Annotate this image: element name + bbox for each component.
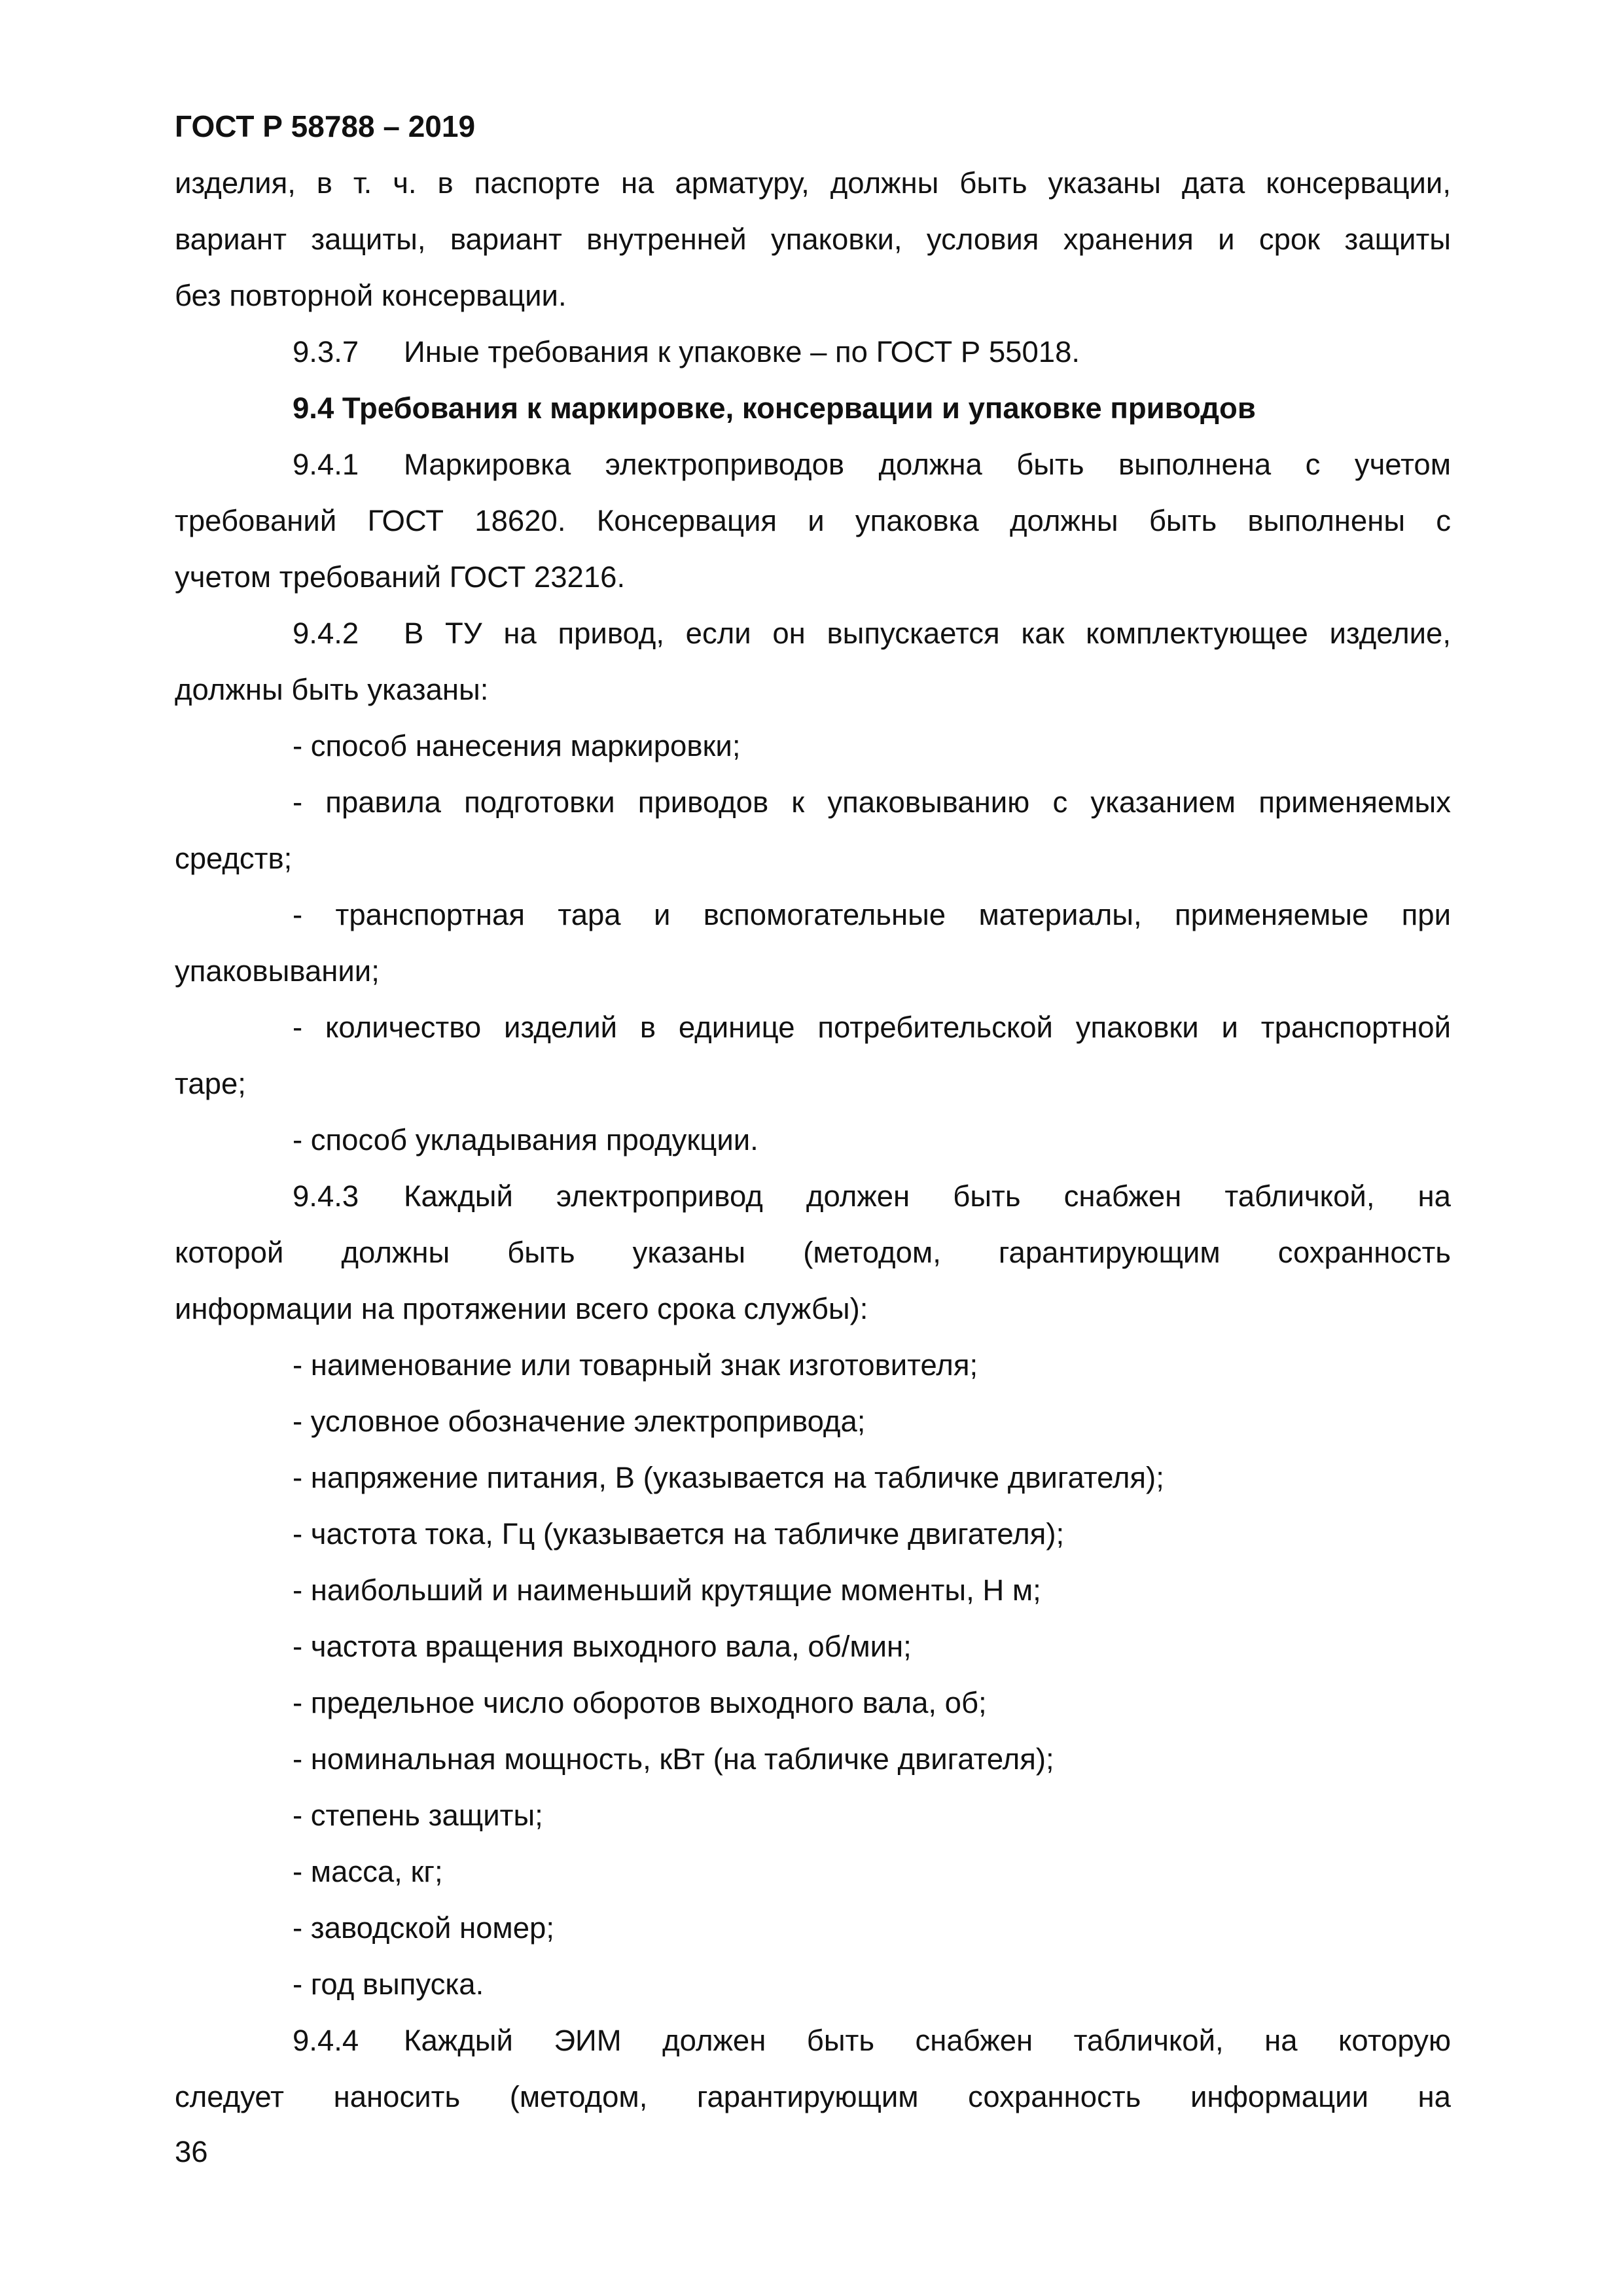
clause-number: 9.3.7 bbox=[293, 335, 359, 368]
clause-9-3-7 bbox=[293, 332, 1080, 372]
list-item: - количество изделий в единице потребительской упаковки и транспортной bbox=[293, 1011, 1451, 1044]
intro-line-3: без повторной консервации. bbox=[175, 279, 567, 312]
list-item: - условное обозначение электропривода; bbox=[293, 1405, 866, 1438]
list-item-continuation: упаковывании; bbox=[175, 954, 380, 988]
clause-text: Каждый электропривод должен быть снабжен табличкой, на bbox=[404, 1179, 1451, 1213]
clause-9-4-1-line-3: учетом требований ГОСТ 23216. bbox=[175, 560, 626, 594]
clause-9-4-1-line-2: требований ГОСТ 18620. Консервация и упаковка должны быть выполнены с bbox=[175, 504, 1451, 537]
clause-9-4-2-line-2: должны быть указаны: bbox=[175, 673, 489, 706]
list-item-continuation: средств; bbox=[175, 842, 293, 875]
list-item: - способ укладывания продукции. bbox=[293, 1123, 758, 1157]
clause-9-4-1 bbox=[293, 445, 1451, 484]
list-item: - степень защиты; bbox=[293, 1799, 543, 1832]
list-item: - напряжение питания, В (указывается на табличке двигателя); bbox=[293, 1461, 1164, 1494]
list-item: - наибольший и наименьший крутящие моменты, Н м; bbox=[293, 1573, 1041, 1607]
clause-9-4-4-line-2: следует наносить (методом, гарантирующим сохранность информации на bbox=[175, 2080, 1451, 2113]
list-item: - масса, кг; bbox=[293, 1855, 443, 1888]
clause-9-4-3-line-2: которой должны быть указаны (методом, гарантирующим сохранность bbox=[175, 1236, 1451, 1269]
clause-9-4-2 bbox=[293, 614, 1451, 653]
clause-text: Каждый ЭИМ должен быть снабжен табличкой, на которую bbox=[404, 2024, 1451, 2057]
list-item: - заводской номер; bbox=[293, 1911, 554, 1945]
clause-9-4-3-line-3: информации на протяжении всего срока службы): bbox=[175, 1292, 868, 1325]
list-item: - транспортная тара и вспомогательные материалы, применяемые при bbox=[293, 898, 1451, 931]
document-header: ГОСТ Р 58788 – 2019 bbox=[175, 109, 476, 143]
clause-text: В ТУ на привод, если он выпускается как комплектующее изделие, bbox=[404, 617, 1451, 650]
list-item: - частота тока, Гц (указывается на табличке двигателя); bbox=[293, 1517, 1065, 1551]
clause-text: Маркировка электроприводов должна быть выполнена с учетом bbox=[404, 448, 1451, 481]
list-item: - год выпуска. bbox=[293, 1967, 484, 2001]
clause-number: 9.4.3 bbox=[293, 1179, 359, 1213]
list-item: - предельное число оборотов выходного вала, об; bbox=[293, 1686, 987, 1719]
intro-line-2: вариант защиты, вариант внутренней упаковки, условия хранения и срок защиты bbox=[175, 223, 1451, 256]
intro-line-1: изделия, в т. ч. в паспорте на арматуру, должны быть указаны дата консервации, bbox=[175, 166, 1451, 200]
list-item: - наименование или товарный знак изготовителя; bbox=[293, 1348, 978, 1382]
list-item: - частота вращения выходного вала, об/мин; bbox=[293, 1630, 912, 1663]
list-item: - способ нанесения маркировки; bbox=[293, 729, 741, 762]
clause-number: 9.4.4 bbox=[293, 2024, 359, 2057]
list-item-continuation: таре; bbox=[175, 1067, 246, 1100]
clause-9-4-4 bbox=[293, 2021, 1451, 2060]
clause-text: Иные требования к упаковке – по ГОСТ Р 55018. bbox=[404, 335, 1080, 368]
page-number: 36 bbox=[175, 2135, 208, 2168]
list-item: - правила подготовки приводов к упаковыванию с указанием применяемых bbox=[293, 785, 1451, 819]
clause-number: 9.4.1 bbox=[293, 448, 359, 481]
clause-number: 9.4.2 bbox=[293, 617, 359, 650]
section-heading-9-4: 9.4 Требования к маркировке, консервации и упаковке приводов bbox=[293, 391, 1256, 425]
clause-9-4-3 bbox=[293, 1177, 1451, 1216]
list-item: - номинальная мощность, кВт (на табличке двигателя); bbox=[293, 1742, 1054, 1776]
